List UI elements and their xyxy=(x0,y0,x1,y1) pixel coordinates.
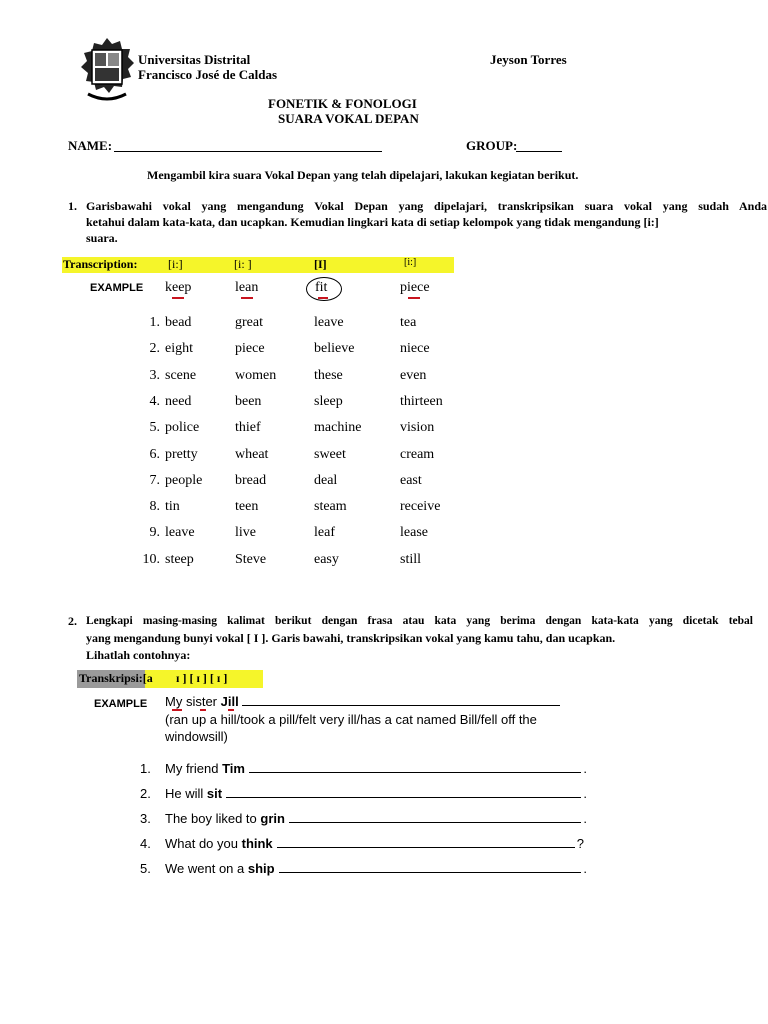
word-item[interactable]: even xyxy=(400,368,427,383)
example-word-fit: fit xyxy=(315,280,328,295)
example-word-piece: piece xyxy=(400,280,430,295)
example-word-keep: keep xyxy=(165,280,192,295)
word-item[interactable]: still xyxy=(400,552,422,567)
word-item[interactable]: bread xyxy=(235,473,267,488)
word-item[interactable]: tea xyxy=(400,315,417,330)
sentence-number: 3. xyxy=(140,811,151,826)
row-number: 3. xyxy=(149,368,160,383)
word-item[interactable]: niece xyxy=(400,341,430,356)
word-item[interactable]: east xyxy=(400,473,422,488)
name-field[interactable] xyxy=(114,140,382,152)
word-item[interactable]: great xyxy=(235,315,263,330)
group-label: GROUP: xyxy=(466,138,518,153)
word-item[interactable]: thirteen xyxy=(400,394,443,409)
university-name-line2: Francisco José de Caldas xyxy=(138,67,278,82)
word-item[interactable]: lease xyxy=(400,525,428,540)
university-logo xyxy=(78,36,136,106)
row-number: 1. xyxy=(149,315,160,330)
sentence-row xyxy=(165,786,587,801)
word-item[interactable]: machine xyxy=(314,420,362,435)
transcription-label: Transcription: xyxy=(63,257,138,271)
word-item[interactable]: receive xyxy=(400,499,441,514)
word-item[interactable]: live xyxy=(235,525,256,540)
section2-instruction-line2: yang mengandung bunyi vokal [ I ]. Garis bawahi, transkripsikan vokal yang kamu tahu, dan ucapkan. xyxy=(86,631,616,645)
sentence-bold-word: sit xyxy=(206,786,223,801)
row-number: 9. xyxy=(149,525,160,540)
example-word-lean: lean xyxy=(235,280,259,295)
section1-instruction-line3: suara. xyxy=(86,231,118,245)
word-item[interactable]: wheat xyxy=(235,447,269,462)
word-item[interactable]: teen xyxy=(235,499,259,514)
row-number: 5. xyxy=(149,420,160,435)
transcription-4: [i:] xyxy=(404,257,417,268)
intro-text: Mengambil kira suara Vokal Depan yang telah dipelajari, lakukan kegiatan berikut. xyxy=(147,168,579,182)
course-title: FONETIK & FONOLOGI xyxy=(268,96,417,111)
sentence-text: My friend xyxy=(165,761,223,776)
example-line3: windowsill) xyxy=(165,729,228,744)
word-item[interactable]: Steve xyxy=(235,552,267,567)
example-blank[interactable] xyxy=(242,695,560,706)
sentence-end-punctuation: . xyxy=(583,786,587,801)
example-sentence-bold: Jill xyxy=(220,694,239,709)
word-item[interactable]: sweet xyxy=(314,447,346,462)
topic-title: SUARA VOKAL DEPAN xyxy=(278,111,419,126)
section1-number: 1. xyxy=(68,199,77,213)
section2-instruction-line3: Lihatlah contohnya: xyxy=(86,648,191,662)
row-number: 4. xyxy=(149,394,160,409)
sentence-number: 4. xyxy=(140,836,151,851)
row-number: 7. xyxy=(149,473,160,488)
sentence-row xyxy=(165,761,587,776)
sentence-blank[interactable] xyxy=(277,837,575,848)
sentence-row xyxy=(165,836,584,851)
word-item[interactable]: tin xyxy=(165,499,180,514)
section1-instruction-line2: ketahui dalam kata-kata, dan ucapkan. Kemudian lingkari kata di setiap kelompok yang tidak mengandung [i:] xyxy=(86,215,659,229)
sentence-text: We went on a xyxy=(165,861,248,876)
word-item[interactable]: leaf xyxy=(314,525,335,540)
example-label-2: EXAMPLE xyxy=(94,698,148,710)
sentence-text: He will xyxy=(165,786,207,801)
row-number: 8. xyxy=(149,499,160,514)
word-item[interactable]: need xyxy=(165,394,192,409)
sentence-blank[interactable] xyxy=(249,762,581,773)
word-item[interactable]: sleep xyxy=(314,394,343,409)
example-sentence xyxy=(165,694,585,709)
author-name: Jeyson Torres xyxy=(490,52,567,67)
sentence-end-punctuation: . xyxy=(583,761,587,776)
sentence-bold-word: ship xyxy=(247,861,275,876)
section2-instruction-line1: Lengkapi masing-masing kalimat berikut dengan frasa atau kata yang berima dengan kata-kata yang dicetak tebal xyxy=(86,615,753,627)
word-item[interactable]: women xyxy=(235,368,277,383)
word-item[interactable]: bead xyxy=(165,315,192,330)
underline-mark xyxy=(318,297,328,299)
sentence-number: 5. xyxy=(140,861,151,876)
word-item[interactable]: leave xyxy=(165,525,195,540)
word-item[interactable]: leave xyxy=(314,315,344,330)
section1-instruction-line1: Garisbawahi vokal yang mengandung Vokal Depan yang dipelajari, transkripsikan suara vokal yang sudah Anda xyxy=(86,199,767,213)
sentence-blank[interactable] xyxy=(226,787,581,798)
sentence-number: 1. xyxy=(140,761,151,776)
underline-mark xyxy=(241,297,253,299)
row-number: 2. xyxy=(149,341,160,356)
word-item[interactable]: deal xyxy=(314,473,338,488)
transcription-1: [i:] xyxy=(168,257,183,271)
group-field[interactable] xyxy=(516,140,562,152)
word-item[interactable]: steam xyxy=(314,499,347,514)
word-item[interactable]: these xyxy=(314,368,343,383)
word-item[interactable]: piece xyxy=(235,341,265,356)
section2-number: 2. xyxy=(68,614,77,628)
word-item[interactable]: scene xyxy=(165,368,197,383)
sentence-number: 2. xyxy=(140,786,151,801)
word-item[interactable]: eight xyxy=(165,341,193,356)
underline-mark xyxy=(172,297,184,299)
word-item[interactable]: pretty xyxy=(165,447,198,462)
word-item[interactable]: easy xyxy=(314,552,339,567)
sentence-bold-word: think xyxy=(241,836,273,851)
underline-mark xyxy=(172,709,182,711)
transcription-label-2: Transkripsi:[a xyxy=(79,671,153,685)
example-label-1: EXAMPLE xyxy=(90,282,144,294)
row-number: 6. xyxy=(149,447,160,462)
transcription-3: [I] xyxy=(314,257,327,271)
sentence-bold-word: Tim xyxy=(222,761,245,776)
university-name-line1: Universitas Distrital xyxy=(138,52,251,67)
row-number: 10. xyxy=(142,552,160,567)
sentence-text: The boy liked to xyxy=(165,811,261,826)
transcription-2: [i: ] xyxy=(234,257,252,271)
sentence-text: What do you xyxy=(165,836,242,851)
name-label: NAME: xyxy=(68,138,113,153)
sentence-row xyxy=(165,861,587,876)
word-item[interactable]: thief xyxy=(235,420,261,435)
sentence-bold-word: grin xyxy=(260,811,285,826)
underline-mark xyxy=(228,709,234,711)
example-line2: (ran up a hill/took a pill/felt very ill/has a cat named Bill/fell off the xyxy=(165,712,537,727)
word-item[interactable]: believe xyxy=(314,341,355,356)
word-item[interactable]: cream xyxy=(400,447,435,462)
word-item[interactable]: people xyxy=(165,473,203,488)
sentence-end-punctuation: . xyxy=(583,811,587,826)
sentence-row xyxy=(165,811,587,826)
sentence-blank[interactable] xyxy=(289,812,581,823)
word-item[interactable]: vision xyxy=(400,420,435,435)
sentence-end-punctuation: ? xyxy=(576,836,584,851)
underline-mark xyxy=(200,709,206,711)
sentence-end-punctuation: . xyxy=(583,861,587,876)
example-sentence-text: My sister xyxy=(165,694,221,709)
word-item[interactable]: police xyxy=(165,420,200,435)
underline-mark xyxy=(408,297,420,299)
word-item[interactable]: been xyxy=(235,394,262,409)
word-item[interactable]: steep xyxy=(165,552,194,567)
transcription-marks-2: ɪ ] [ ɪ ] [ ɪ ] xyxy=(176,671,228,685)
sentence-blank[interactable] xyxy=(279,862,582,873)
